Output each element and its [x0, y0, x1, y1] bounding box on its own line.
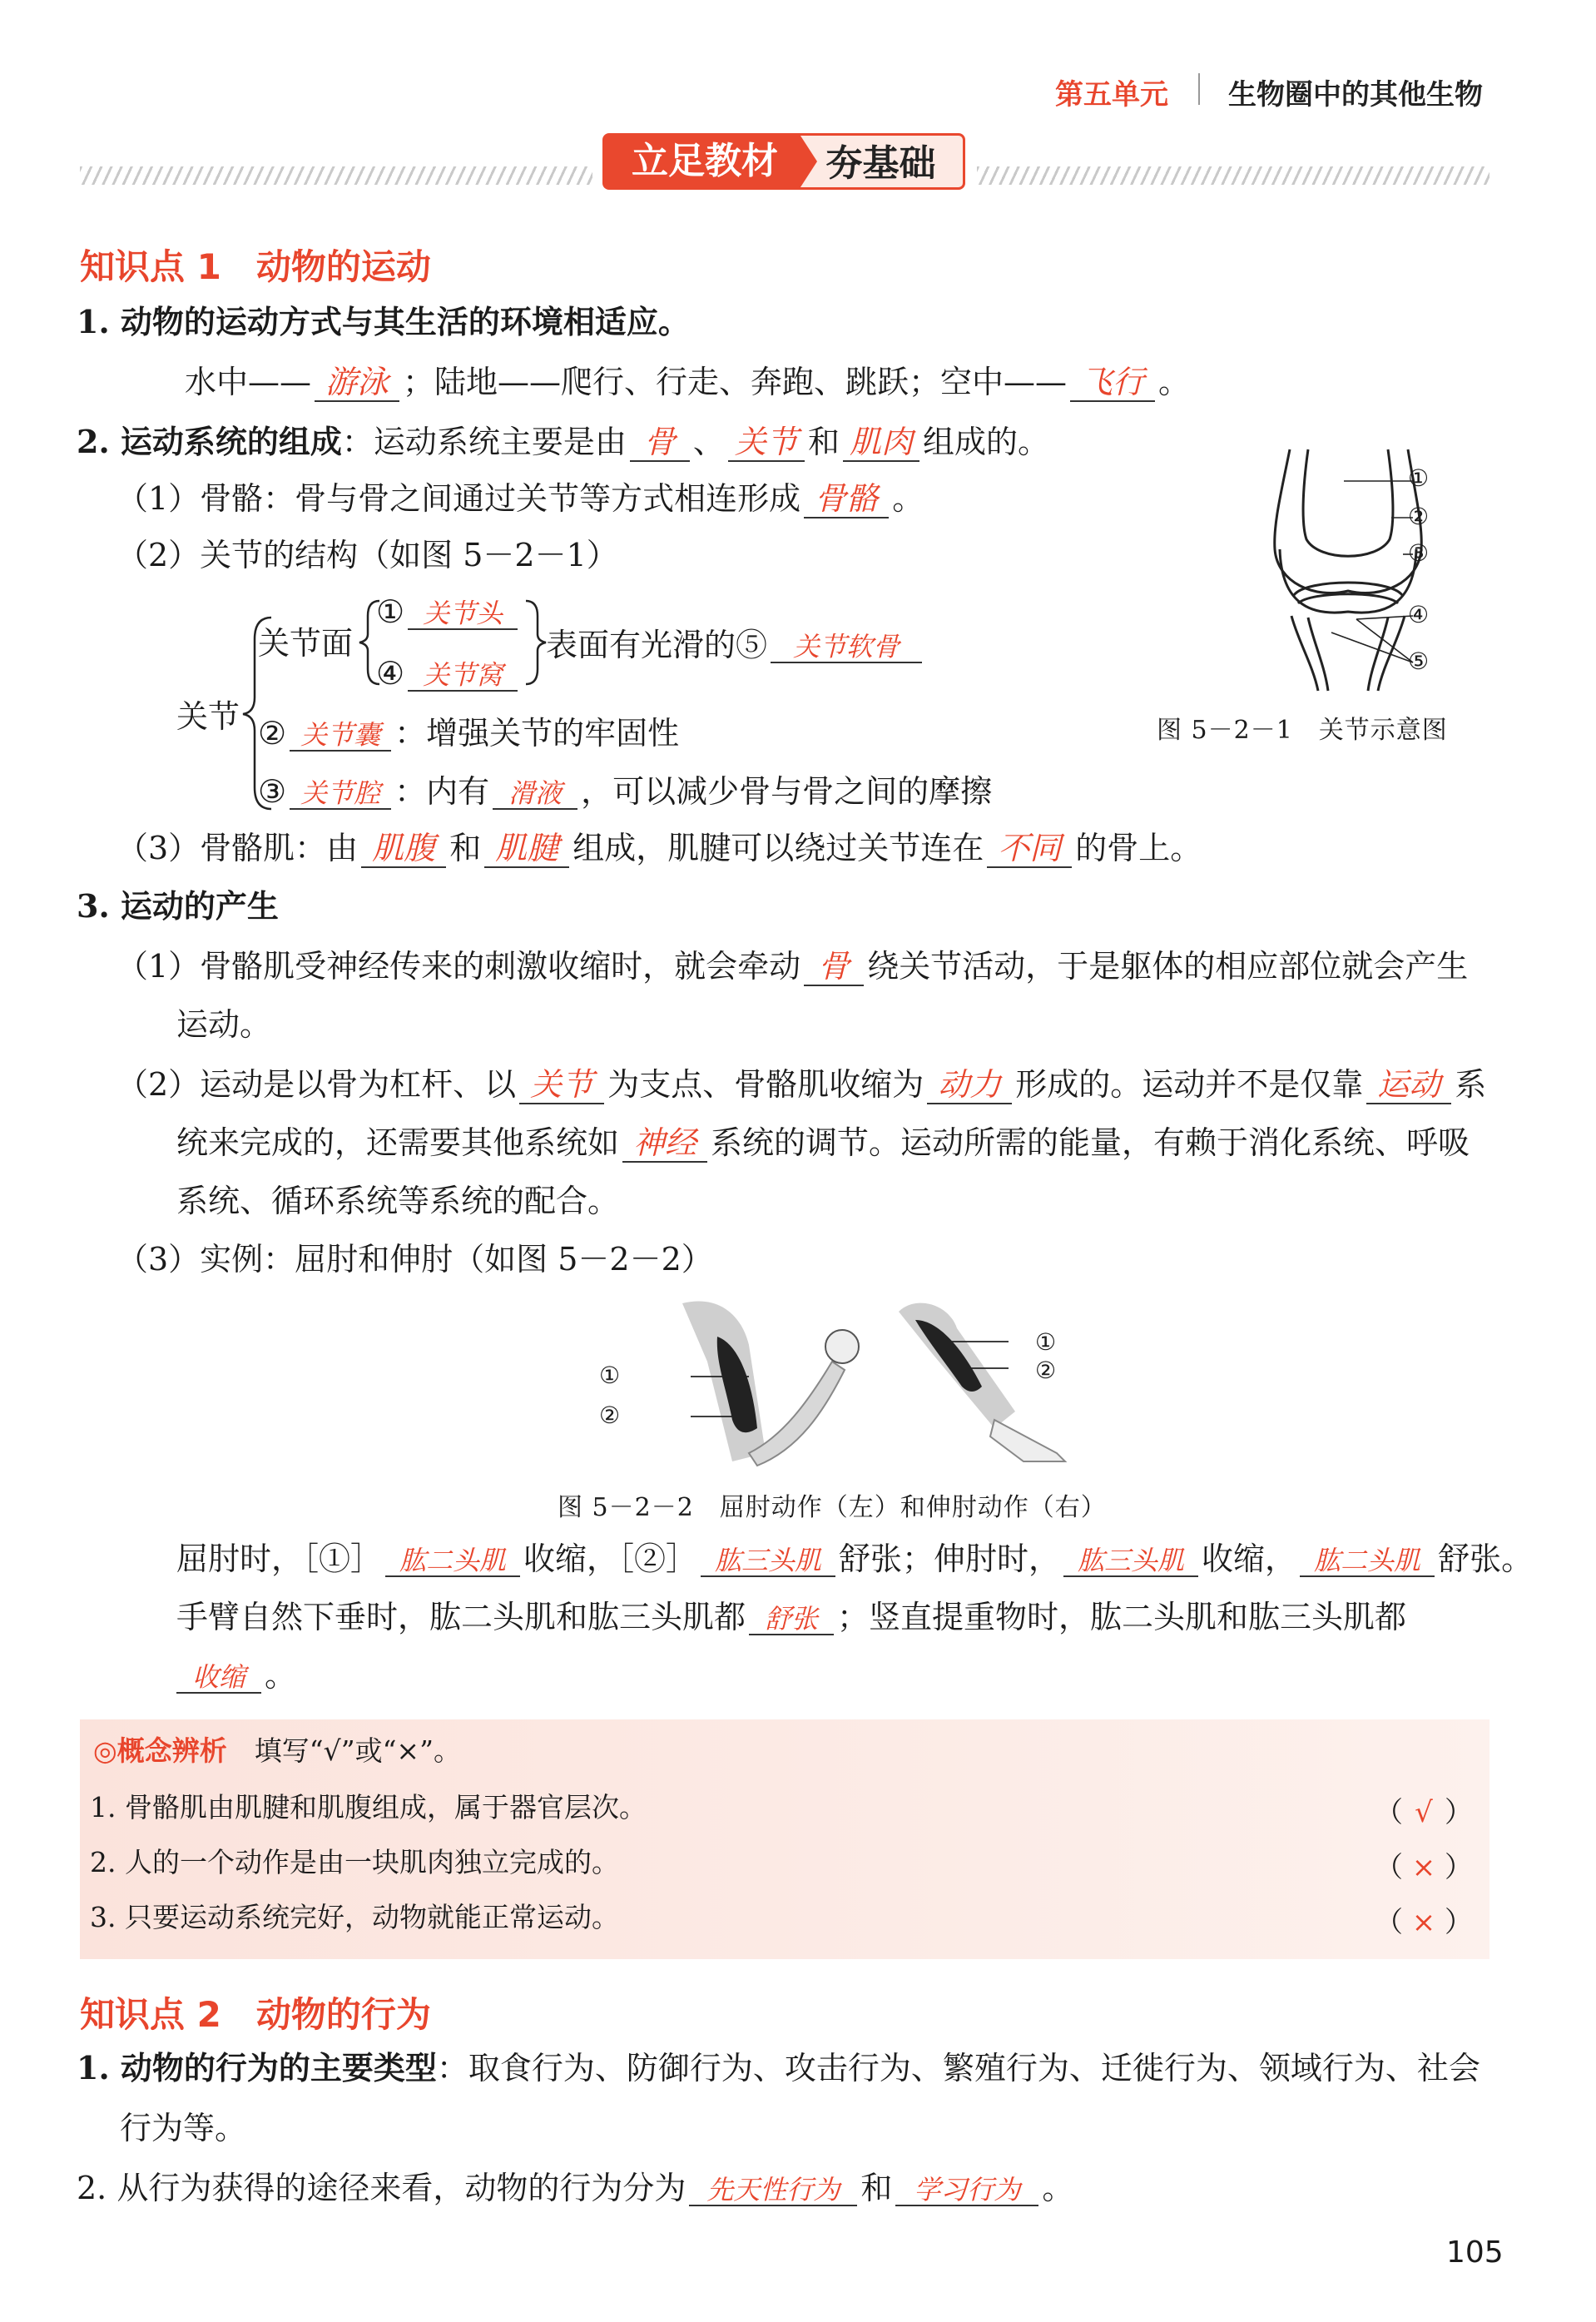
joint-label-1: ①	[1408, 464, 1430, 492]
concept-item-1: 1. 骨骼肌由肌腱和肌腹组成，属于器官层次。	[90, 1791, 647, 1823]
concept-instruction: 填写“√”或“×”。	[254, 1734, 461, 1767]
sub1-text-a: （1）骨骼：骨与骨之间通过关节等方式相连形成	[116, 480, 801, 517]
item3-p2-line2	[176, 1122, 1470, 1163]
sub3-text-c: 的骨上。	[1075, 830, 1202, 866]
tree-row-1	[376, 591, 521, 633]
judge-2	[1375, 1844, 1473, 1885]
kp1-sub2-line: （2）关节的结构（如图 5－2－1）	[116, 537, 618, 573]
concept-item-3: 3. 只要运动系统完好，动物就能正常运动。	[90, 1901, 619, 1933]
elbow-line-1	[176, 1538, 1533, 1580]
answer-muscle-belly: 肌腹	[361, 831, 446, 868]
answer-muscle: 肌肉	[843, 425, 919, 462]
item3-p2-line3: 系统、循环系统等系统的配合。	[176, 1183, 620, 1219]
concept-item-2: 2. 人的一个动作是由一块肌肉独立完成的。	[90, 1846, 619, 1878]
elbow-line-2	[176, 1596, 1406, 1638]
judge-1-paren-r: ）	[1445, 1796, 1473, 1829]
section-banner-right: 夯基础	[799, 133, 965, 190]
answer-fly: 飞行	[1070, 365, 1155, 402]
answer-biceps-1: 肱二头肌	[385, 1546, 520, 1577]
p2-text-e: 统来完成的，还需要其他系统如	[176, 1124, 620, 1161]
answer-joint-socket: 关节窝	[408, 661, 518, 692]
banner-stripe-right	[977, 166, 1489, 185]
kp2-item2-and: 和	[860, 2170, 893, 2206]
elbow-label-left-2: ②	[599, 1402, 621, 1429]
answer-bone: 骨	[630, 425, 690, 462]
elbow-text-a: 屈肘时，［①］	[176, 1541, 383, 1577]
joint-label-4: ④	[1408, 601, 1430, 628]
elbow-text-d: 收缩，	[1202, 1541, 1297, 1577]
p2-text-a: （2）运动是以骨为杠杆、以	[116, 1066, 517, 1103]
answer-contract: 收缩	[176, 1663, 261, 1694]
sub3-and: 和	[449, 830, 482, 866]
answer-learned-behavior: 学习行为	[895, 2176, 1038, 2206]
kp2-item1-line	[77, 2047, 1480, 2089]
tree-row-2	[258, 712, 679, 754]
elbow-label-right-1: ①	[1035, 1328, 1057, 1356]
item2-label: 2. 运动系统的组成	[77, 423, 342, 460]
tree-smooth-text: 表面有光滑的⑤	[546, 627, 768, 663]
answer-joint-cavity: 关节腔	[290, 779, 391, 810]
section-banner-left: 立足教材	[602, 133, 807, 190]
answer-triceps-2: 肱三头肌	[1063, 1546, 1198, 1577]
kp1-sub1-line	[116, 478, 924, 519]
answer-joint-head: 关节头	[408, 599, 518, 630]
header-divider	[1198, 73, 1200, 105]
answer-synovial-fluid: 滑液	[493, 779, 577, 810]
answer-triceps-1: 肱三头肌	[701, 1546, 835, 1577]
answer-power: 动力	[927, 1068, 1012, 1104]
tree-surface-label: 关节面	[258, 625, 354, 662]
judge-3-paren-l: （	[1375, 1906, 1403, 1939]
env-land: ；陆地——爬行、行走、奔跑、跳跃；空中——	[403, 364, 1068, 400]
item2-and: 和	[807, 424, 840, 460]
elbow-text-e: 舒张。	[1438, 1541, 1534, 1577]
tree-brace-right	[523, 598, 548, 687]
tree-num-2: ②	[258, 715, 287, 752]
env-end: 。	[1158, 364, 1191, 400]
page-number: 105	[1446, 2235, 1504, 2270]
kp2-item2-end: 。	[1042, 2170, 1074, 2206]
tree-text-3b: ，可以减少骨与骨之间的摩擦	[581, 773, 993, 810]
elbow-text-c: 舒张；伸肘时，	[839, 1541, 1061, 1577]
item3-p2-line	[116, 1064, 1486, 1105]
kp2-title: 知识点 2 动物的行为	[80, 1994, 431, 2035]
answer-nervous: 神经	[622, 1126, 707, 1163]
banner-stripe-left	[80, 166, 592, 185]
sub3-text-b: 组成，肌腱可以绕过关节连在	[572, 830, 984, 866]
p2-text-c: 形成的。运动并不是仅靠	[1015, 1066, 1364, 1103]
elbow-text-h: 。	[265, 1657, 297, 1694]
judge-1-paren-l: （	[1375, 1796, 1403, 1829]
concept-header	[93, 1733, 461, 1769]
item3-p3-line: （3）实例：屈肘和伸肘（如图 5－2－2）	[116, 1241, 713, 1278]
answer-innate-behavior: 先天性行为	[689, 2176, 857, 2206]
elbow-label-right-2: ②	[1035, 1357, 1057, 1384]
tree-text-3a: ：内有	[394, 773, 490, 810]
item2-sep: 、	[692, 424, 725, 460]
answer-fulcrum: 关节	[519, 1068, 604, 1104]
p2-text-b: 为支点、骨骼肌收缩为	[607, 1066, 924, 1103]
tree-joint-label: 关节	[176, 698, 240, 735]
judge-2-paren-r: ）	[1445, 1851, 1473, 1884]
kp1-sub3-line	[116, 827, 1202, 869]
judge-2-answer: ×	[1411, 1851, 1436, 1884]
item3-p1-cont: 运动。	[176, 1006, 272, 1043]
p2-text-d: 系	[1455, 1066, 1487, 1103]
elbow-text-b: 收缩，［②］	[523, 1541, 698, 1577]
kp2-item2-text-a: 2. 从行为获得的途径来看，动物的行为分为	[77, 2170, 686, 2206]
answer-biceps-2: 肱二头肌	[1300, 1546, 1435, 1577]
answer-joint: 关节	[728, 425, 805, 462]
unit-label: 第五单元	[1055, 78, 1168, 112]
answer-motor-system: 运动	[1366, 1068, 1451, 1104]
tree-num-1: ①	[376, 593, 405, 630]
answer-joint-capsule: 关节囊	[290, 721, 391, 752]
judge-3-answer: ×	[1411, 1906, 1436, 1939]
answer-different: 不同	[987, 831, 1072, 868]
elbow-line-3	[176, 1655, 296, 1696]
banner-arrow	[799, 133, 817, 190]
judge-1-answer: √	[1415, 1796, 1433, 1829]
fig2-caption: 图 5－2－2 屈肘动作（左）和伸肘动作（右）	[558, 1493, 1107, 1522]
kp2-item1-label: 1. 动物的行为的主要类型	[77, 2049, 437, 2086]
elbow-text-f: 手臂自然下垂时，肱二头肌和肱三头肌都	[176, 1599, 746, 1635]
kp2-item1-text: ：取食行为、防御行为、攻击行为、繁殖行为、迁徙行为、领域行为、社会	[436, 2050, 1480, 2086]
answer-cartilage: 关节软骨	[771, 633, 922, 663]
elbow-label-left-1: ①	[599, 1362, 621, 1389]
kp1-env-line	[185, 361, 1190, 403]
tree-num-3: ③	[258, 773, 287, 810]
tree-smooth-row	[546, 624, 925, 666]
concept-title: ◎概念辨析	[93, 1734, 227, 1767]
item2-text-b: 组成的。	[922, 424, 1049, 460]
env-water-prefix: 水中——	[185, 364, 312, 400]
unit-title: 生物圈中的其他生物	[1228, 78, 1483, 112]
item3-p1-line	[116, 945, 1468, 987]
answer-p1-bone: 骨	[804, 950, 864, 986]
joint-label-3: ③	[1408, 539, 1430, 567]
tree-row-3	[258, 771, 992, 812]
elbow-text-g: ；竖直提重物时，肱二头肌和肱三头肌都	[837, 1599, 1407, 1635]
kp1-item1-title: 1. 动物的运动方式与其生活的环境相适应。	[77, 303, 690, 340]
sub1-text-b: 。	[892, 480, 924, 517]
kp2-item1-cont: 行为等。	[120, 2110, 247, 2146]
tree-text-2: ：增强关节的牢固性	[394, 715, 680, 752]
kp2-item2-line	[77, 2167, 1073, 2209]
kp1-title: 知识点 1 动物的运动	[80, 246, 431, 287]
judge-3-paren-r: ）	[1445, 1906, 1473, 1939]
judge-3	[1375, 1899, 1473, 1940]
judge-2-paren-l: （	[1375, 1851, 1403, 1884]
tree-row-4	[376, 652, 521, 694]
elbow-diagram	[666, 1295, 1082, 1470]
answer-skeleton: 骨骼	[804, 482, 889, 518]
item2-text-a: ：运动系统主要是由	[341, 424, 627, 460]
answer-relax: 舒张	[749, 1605, 834, 1635]
answer-swim: 游泳	[315, 365, 399, 402]
joint-label-2: ②	[1408, 503, 1430, 530]
tree-num-4: ④	[376, 655, 405, 692]
kp1-item2-line	[77, 421, 1049, 463]
answer-tendon: 肌腱	[484, 831, 569, 868]
judge-1	[1375, 1789, 1473, 1830]
joint-label-5: ⑤	[1408, 647, 1430, 675]
fig1-caption: 图 5－2－1 关节示意图	[1157, 716, 1448, 745]
sub3-text-a: （3）骨骼肌：由	[116, 830, 359, 866]
kp1-item3-title: 3. 运动的产生	[77, 887, 279, 925]
p1-text-b: 绕关节活动，于是躯体的相应部位就会产生	[867, 948, 1469, 985]
p1-text-a: （1）骨骼肌受神经传来的刺激收缩时，就会牵动	[116, 948, 801, 985]
p2-text-f: 系统的调节。运动所需的能量，有赖于消化系统、呼吸	[711, 1124, 1470, 1161]
